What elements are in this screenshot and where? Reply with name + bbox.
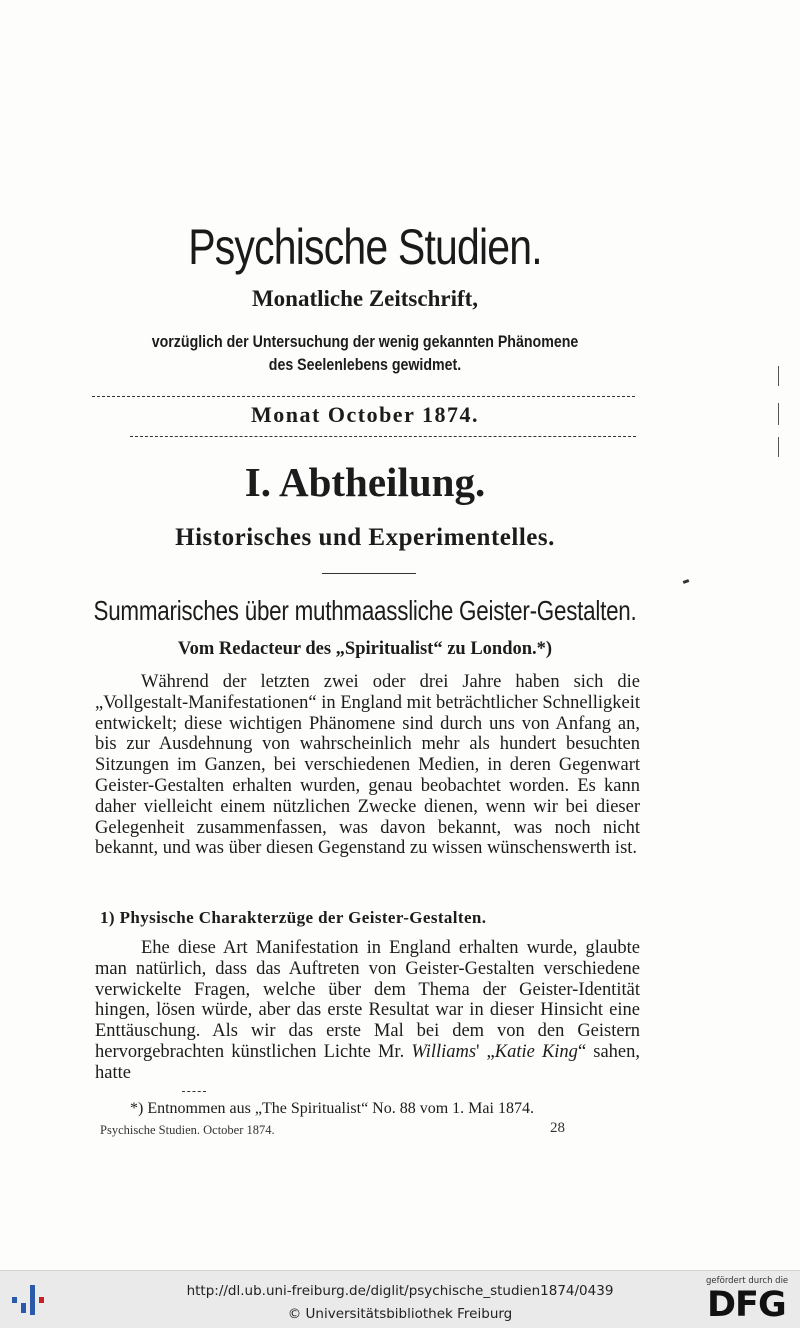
margin-mark: [778, 366, 779, 386]
paragraph-2: [95, 938, 640, 1084]
margin-mark: [778, 437, 779, 457]
scan-speck: [683, 579, 690, 584]
footnote-divider: [182, 1091, 206, 1092]
copyright-notice: © Universitätsbibliothek Freiburg: [287, 1306, 513, 1322]
journal-description-line1: vorzüglich der Untersuchung der wenig gekannten Phänomene: [151, 333, 579, 351]
journal-description-line2: des Seelenlebens gewidmet.: [268, 356, 462, 374]
funding-note: gefördert durch die: [706, 1276, 789, 1286]
divider-bottom: [130, 436, 636, 437]
footnote: *) Entnommen aus „The Spiritualist“ No. 88 vom 1. Mai 1874.: [130, 1100, 534, 1117]
section-title: I. Abtheilung.: [244, 459, 486, 505]
page-number: 28: [550, 1120, 565, 1136]
margin-mark: [778, 403, 779, 425]
paragraph-2-text-b: ' „: [476, 1041, 495, 1062]
paragraph-2-text-c: “ sahen, hatte: [95, 1041, 641, 1083]
paragraph-2-text-a: Ehe diese Art Manifestation in England erhalten wurde, glaubte man natürlich, dass das Auftreten von Geister-Gestalten verschiedene verwickelte Fragen, welche über dem Thema der Geister-Identität hingen, lösen würde, aber das erste Resultat war in dieser Hinsicht eine Enttäuschung. Als wir das erste Mal bei dem von den Geistern hervorgebrachten künstlichen Lichte Mr.: [95, 938, 640, 1062]
page-url-link[interactable]: http://dl.ub.uni-freiburg.de/diglit/psychische_studien1874/0439: [186, 1283, 614, 1299]
section-subtitle: Historisches und Experimentelles.: [175, 524, 555, 551]
section-divider: [322, 573, 416, 574]
running-footer: Psychische Studien. October 1874.: [100, 1123, 275, 1137]
issue-date: Monat October 1874.: [251, 402, 479, 427]
paragraph-2-katie-king: Katie King: [494, 1041, 578, 1062]
paragraph-1: Während der letzten zwei oder drei Jahre haben sich die „Vollgestalt-Manifestationen“ in England mit beträchtlicher Schnelligkeit entwickelt; diese wichtigen Phänomene sind durch uns von Anfang an, bis zur Ausdehnung von wahrscheinlich mehr als hundert besuchten Sitzungen im Ganzen, bei verschiedenen Medien, in deren Gegenwart Geister-Gestalten erhalten wurden, genau beobachtet worden. Es kann daher vielleicht einem nützlichen Zwecke dienen, wenn wir bei dieser Gelegenheit zusammenfassen, was davon bekannt, was noch nicht bekannt, und was über diesen Gegenstand zu wissen wünschenswerth ist.: [95, 672, 640, 859]
subsection-heading: 1) Physische Charakterzüge der Geister-Gestalten.: [100, 908, 487, 927]
article-title: Summarisches über muthmaassliche Geister-Gestalten.: [93, 595, 637, 626]
viewer-footer-bar: [0, 1270, 800, 1328]
article-byline: Vom Redacteur des „Spiritualist“ zu London.*): [177, 639, 553, 659]
divider-top: [92, 396, 635, 397]
paragraph-2-williams: Williams: [411, 1041, 477, 1062]
dfg-logo[interactable]: DFG: [707, 1285, 786, 1325]
journal-subtitle: Monatliche Zeitschrift,: [251, 286, 479, 311]
journal-title: Psychische Studien.: [188, 219, 542, 275]
